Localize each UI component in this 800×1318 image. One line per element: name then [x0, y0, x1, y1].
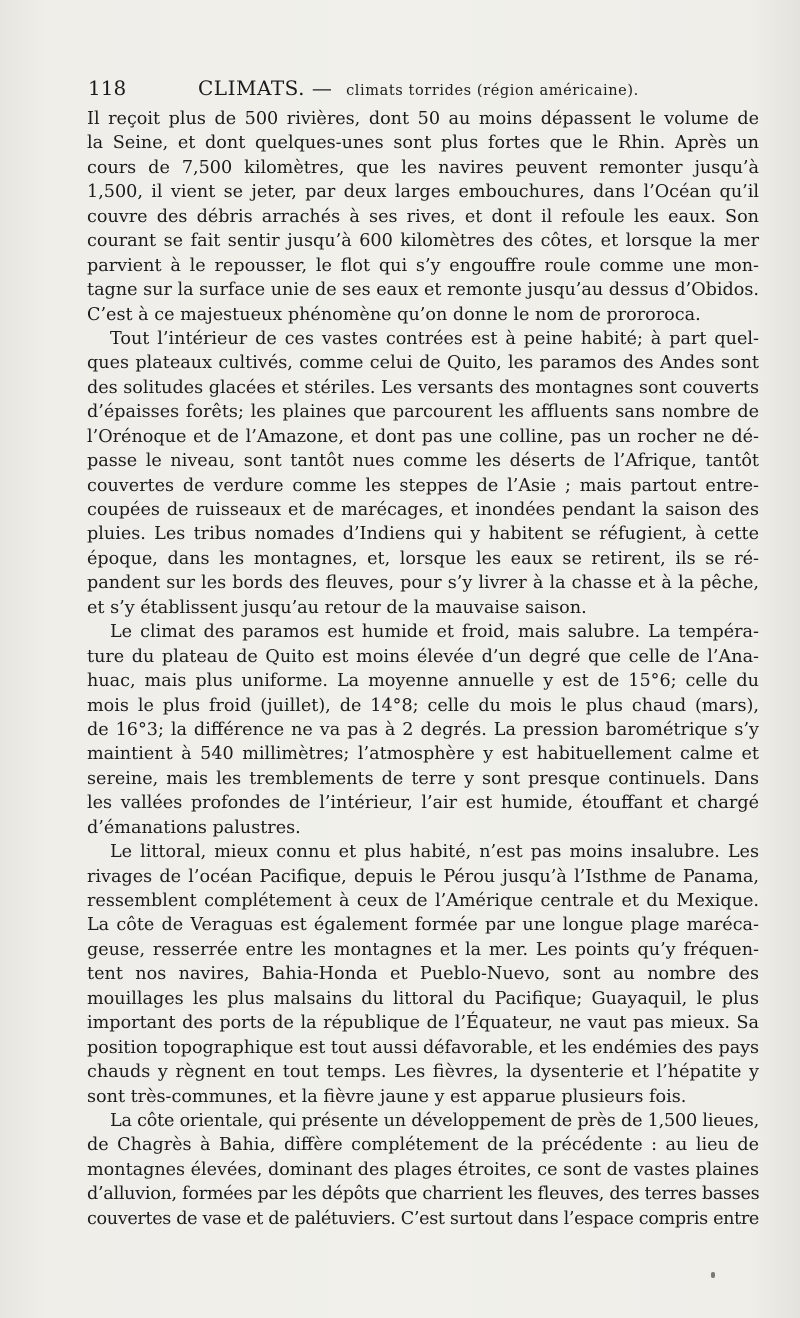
text-line: pandent sur les bords des fleuves, pour s’y livrer à la chasse et à la pêche, — [87, 573, 759, 594]
text-line: d’alluvion, formées par les dépôts que charrient les fleuves, des terres basses — [87, 1184, 760, 1205]
text-line: geuse, resserrée entre les montagnes et la mer. Les points qu’y fréquen- — [87, 939, 759, 960]
running-title — [198, 76, 639, 100]
text-line: tagne sur la surface unie de ses eaux et remonte jusqu’au dessus d’Obidos. — [87, 280, 759, 301]
text-line: Tout l’intérieur de ces vastes contrées est à peine habité; à part quel- — [110, 328, 759, 349]
text-line: de 16°3; la différence ne va pas à 2 degrés. La pression barométrique s’y — [87, 719, 759, 740]
text-line: parvient à le repousser, le flot qui s’y engouffre roule comme une mon- — [87, 255, 759, 276]
text-line: huac, mais plus uniforme. La moyenne annuelle y est de 15°6; celle du — [87, 671, 759, 692]
text-line: et s’y établissent jusqu’au retour de la mauvaise saison. — [87, 597, 587, 618]
text-line: Le climat des paramos est humide et froid, mais salubre. La tempéra- — [110, 622, 759, 643]
text-line: sont très-communes, et la fièvre jaune y est apparue plusieurs fois. — [87, 1086, 687, 1107]
page-number: 118 — [88, 76, 127, 100]
running-title-sub: climats torrides (région américaine). — [346, 83, 639, 99]
text-line: ques plateaux cultivés, comme celui de Quito, les paramos des Andes sont — [87, 353, 759, 374]
text-line: Le littoral, mieux connu et plus habité, n’est pas moins insalubre. Les — [110, 842, 759, 863]
text-line: La côte orientale, qui présente un développement de près de 1,500 lieues, — [110, 1110, 759, 1131]
text-line: montagnes élevées, dominant des plages étroites, ce sont de vastes plaines — [87, 1159, 759, 1180]
text-line: pluies. Les tribus nomades d’Indiens qui y habitent se réfugient, à cette — [87, 524, 759, 545]
text-line: ture du plateau de Quito est moins élevée d’un degré que celle de l’Ana- — [87, 646, 759, 667]
text-line: d’émanations palustres. — [87, 817, 301, 838]
ink-speck — [711, 1272, 715, 1278]
text-line: mois le plus froid (juillet), de 14°8; celle du mois le plus chaud (mars), — [87, 695, 759, 716]
text-line: des solitudes glacées et stériles. Les versants des montagnes sont couverts — [87, 377, 760, 398]
text-line: ressemblent complétement à ceux de l’Amérique centrale et du Mexique. — [87, 891, 759, 911]
text-line: sereine, mais les tremblements de terre y sont presque continuels. Dans — [87, 768, 759, 789]
text-line: maintient à 540 millimètres; l’atmosphère y est habituellement calme et — [87, 744, 759, 765]
text-line: Il reçoit plus de 500 rivières, dont 50 au moins dépassent le volume de — [87, 109, 759, 129]
text-line: couvre des débris arrachés à ses rives, et dont il refoule les eaux. Son — [87, 206, 759, 227]
show-through-text — [115, 28, 735, 68]
text-line: mouillages les plus malsains du littoral du Pacifique; Guayaquil, le plus — [87, 988, 759, 1009]
text-line: 1,500, il vient se jeter, par deux larges embouchures, dans l’Océan qu’il — [87, 182, 759, 203]
text-line: de Chagrès à Bahia, diffère complétement de la précédente : au lieu de — [87, 1135, 759, 1156]
running-title-main: CLIMATS. — — [198, 76, 333, 100]
text-line: cours de 7,500 kilomètres, que les navires peuvent remonter jusqu’à — [87, 157, 759, 178]
text-line: La côte de Veraguas est également formée par une longue plage maréca- — [87, 915, 759, 936]
text-line: la Seine, et dont quelques-unes sont plus fortes que le Rhin. Après un — [87, 133, 759, 154]
text-line: tent nos navires, Bahia-Honda et Pueblo-Nuevo, sont au nombre des — [87, 964, 759, 985]
text-line: les vallées profondes de l’intérieur, l’air est humide, étouffant et chargé — [87, 793, 759, 814]
text-line: position topographique est tout aussi défavorable, et les endémies des pays — [87, 1037, 759, 1058]
running-header — [88, 76, 760, 104]
text-line: important des ports de la république de l’Équateur, ne vaut pas mieux. Sa — [87, 1013, 759, 1034]
text-line: C’est à ce majestueux phénomène qu’on donne le nom de prororoca. — [87, 304, 701, 325]
text-line: courant se fait sentir jusqu’à 600 kilomètres des côtes, et lorsque la mer — [87, 231, 759, 252]
text-line: coupées de ruisseaux et de marécages, et inondées pendant la saison des — [87, 500, 759, 520]
text-line: passe le niveau, sont tantôt nues comme les déserts de l’Afrique, tantôt — [87, 451, 759, 472]
body-text — [87, 107, 759, 1231]
text-line: époque, dans les montagnes, et, lorsque les eaux se retirent, ils se ré- — [87, 548, 759, 569]
text-line: couvertes de vase et de palétuviers. C’est surtout dans l’espace compris entre — [87, 1208, 759, 1229]
text-line: d’épaisses forêts; les plaines que parcourent les affluents sans nombre de — [87, 402, 759, 423]
text-line: chauds y règnent en tout temps. Les fièvres, la dysenterie et l’hépatite y — [87, 1062, 759, 1083]
text-line: l’Orénoque et de l’Amazone, et dont pas une colline, pas un rocher ne dé- — [87, 426, 759, 447]
text-line: rivages de l’océan Pacifique, depuis le Pérou jusqu’à l’Isthme de Panama, — [87, 866, 759, 887]
text-line: couvertes de verdure comme les steppes de l’Asie ; mais partout entre- — [87, 475, 759, 496]
